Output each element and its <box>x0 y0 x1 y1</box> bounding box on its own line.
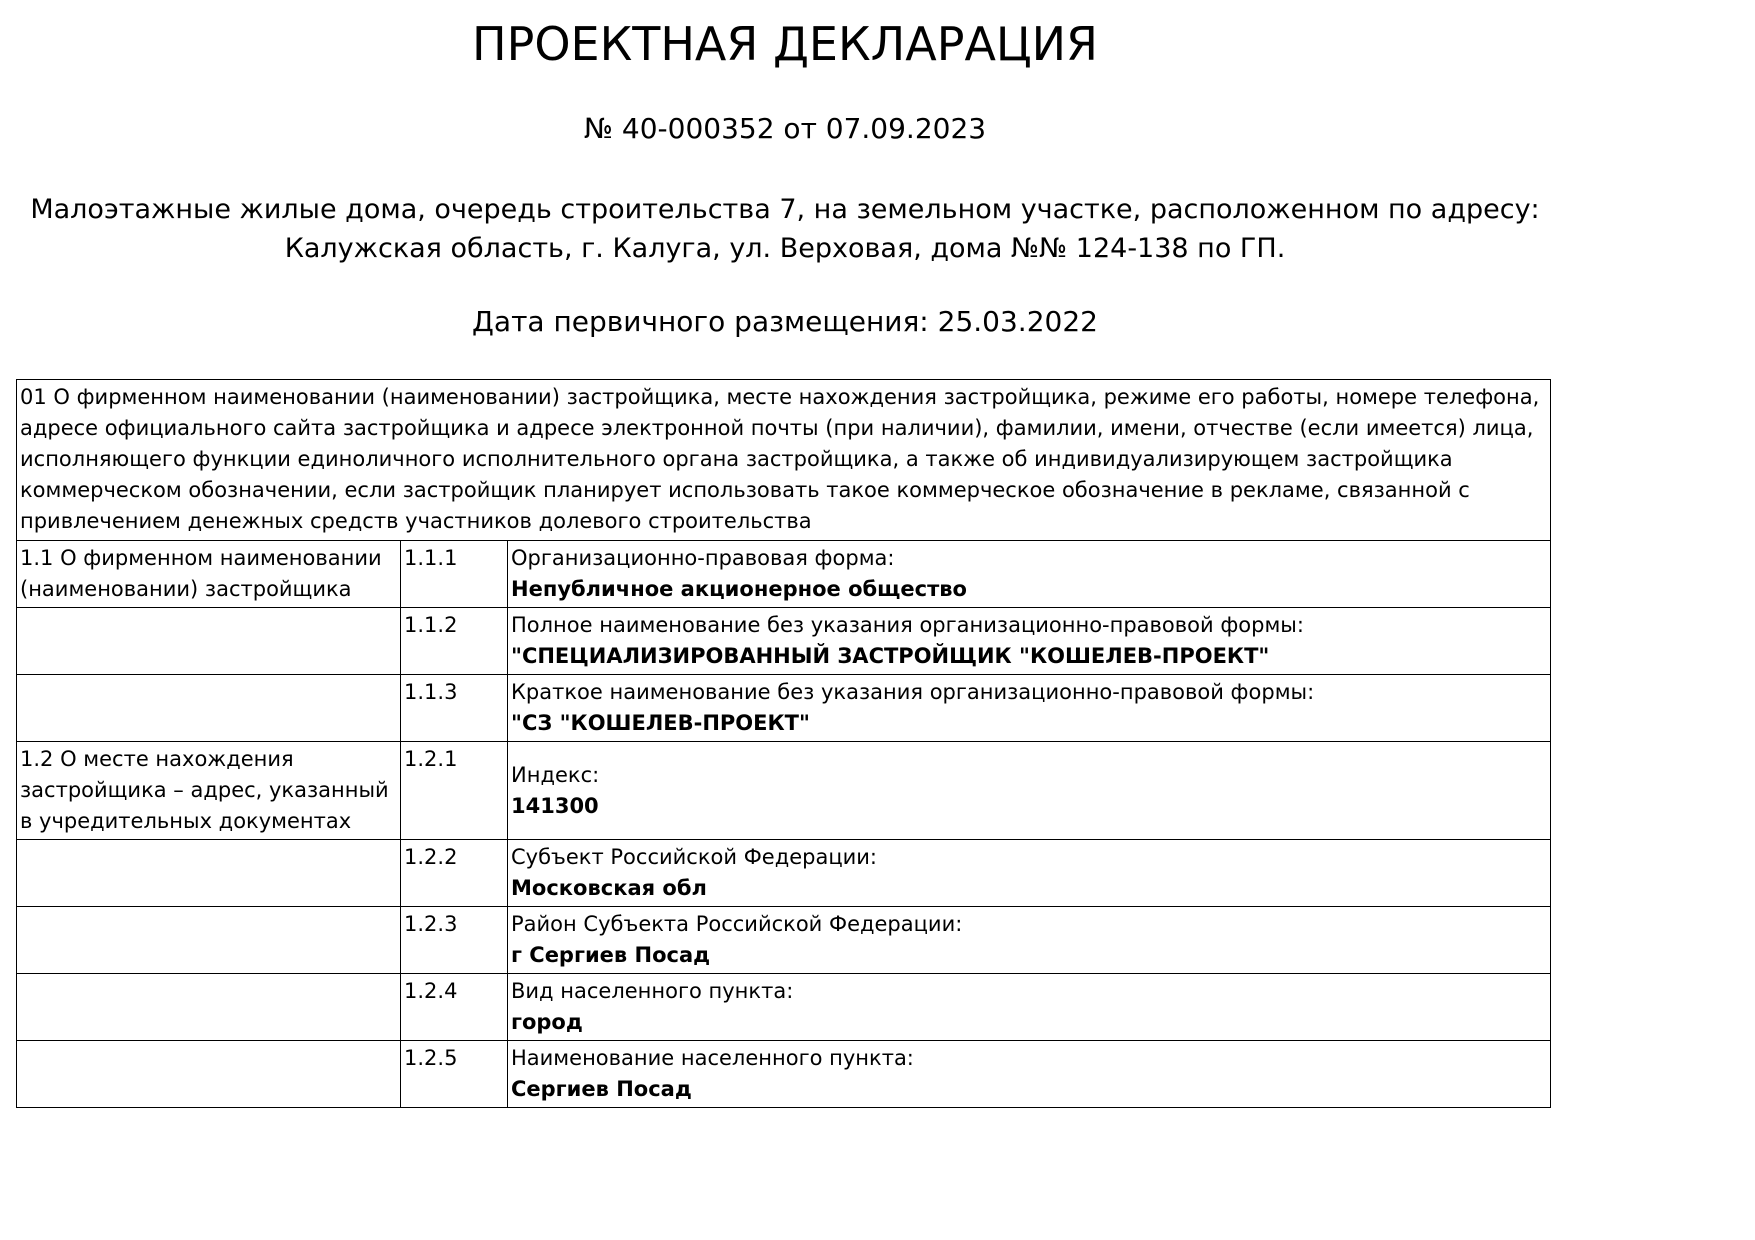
table-row <box>17 675 1551 742</box>
item-cell <box>508 1041 1551 1108</box>
project-object-description <box>20 190 1550 268</box>
item-value: Непубличное акционерное общество <box>511 577 967 601</box>
item-cell <box>508 742 1551 840</box>
group-cell: 1.1 О фирменном наименовании (наименовании) застройщика <box>17 541 401 608</box>
group-cell <box>17 974 401 1041</box>
group-cell <box>17 608 401 675</box>
item-cell <box>508 608 1551 675</box>
item-cell <box>508 675 1551 742</box>
group-cell <box>17 840 401 907</box>
table-row <box>17 608 1551 675</box>
item-code: 1.1.2 <box>401 608 508 675</box>
table-row <box>17 840 1551 907</box>
item-label: Краткое наименование без указания организационно-правовой формы: <box>511 680 1315 704</box>
item-label: Вид населенного пункта: <box>511 979 794 1003</box>
item-code: 1.2.3 <box>401 907 508 974</box>
group-cell <box>17 675 401 742</box>
item-cell <box>508 541 1551 608</box>
item-cell <box>508 907 1551 974</box>
item-value: "СПЕЦИАЛИЗИРОВАННЫЙ ЗАСТРОЙЩИК "КОШЕЛЕВ-ПРОЕКТ" <box>511 644 1270 668</box>
group-cell: 1.2 О месте нахождения застройщика – адрес, указанный в учредительных документах <box>17 742 401 840</box>
item-label: Индекс: <box>511 762 600 787</box>
item-code: 1.1.3 <box>401 675 508 742</box>
object-line-1: Малоэтажные жилые дома, очередь строительства 7, на земельном участке, расположенном по адресу: <box>30 194 1540 225</box>
table-row <box>17 1041 1551 1108</box>
table-row <box>17 742 1551 840</box>
item-value: Московская обл <box>511 876 707 900</box>
item-code: 1.1.1 <box>401 541 508 608</box>
group-cell <box>17 1041 401 1108</box>
item-label: Район Субъекта Российской Федерации: <box>511 912 963 936</box>
item-label: Организационно-правовая форма: <box>511 546 895 570</box>
declaration-table <box>16 379 1551 1108</box>
section-01-row <box>17 380 1551 541</box>
item-value: 141300 <box>511 793 599 818</box>
group-cell <box>17 907 401 974</box>
item-code: 1.2.5 <box>401 1041 508 1108</box>
item-cell <box>508 974 1551 1041</box>
item-value: "СЗ "КОШЕЛЕВ-ПРОЕКТ" <box>511 711 810 735</box>
item-label: Субъект Российской Федерации: <box>511 845 877 869</box>
item-value: г Сергиев Посад <box>511 943 711 967</box>
item-value: Сергиев Посад <box>511 1077 692 1101</box>
table-row <box>17 541 1551 608</box>
item-value: город <box>511 1010 583 1034</box>
document-title: ПРОЕКТНАЯ ДЕКЛАРАЦИЯ <box>471 17 1098 71</box>
item-label: Наименование населенного пункта: <box>511 1046 914 1070</box>
item-cell <box>508 840 1551 907</box>
item-code: 1.2.1 <box>401 742 508 840</box>
first-publication-date: Дата первичного размещения: 25.03.2022 <box>472 305 1098 338</box>
object-line-2: Калужская область, г. Калуга, ул. Верховая, дома №№ 124-138 по ГП. <box>284 233 1286 264</box>
declaration-number: № 40-000352 от 07.09.2023 <box>583 112 987 145</box>
item-label: Полное наименование без указания организационно-правовой формы: <box>511 613 1304 637</box>
table-row <box>17 974 1551 1041</box>
item-code: 1.2.4 <box>401 974 508 1041</box>
table-row <box>17 907 1551 974</box>
section-01-heading: 01 О фирменном наименовании (наименовании) застройщика, месте нахождения застройщика, режиме его работы, номере телефона, адресе официального сайта застройщика и адресе электронной почты (при наличии), фамилии, имени, отчестве (если имеется) лица, исполняющего функции единоличного исполнительного органа застройщика, а также об индивидуализирующем застройщика коммерческом обозначении, если застройщик планирует использовать такое коммерческое обозначение в рекламе, связанной с привлечением денежных средств участников долевого строительства <box>17 380 1551 541</box>
item-code: 1.2.2 <box>401 840 508 907</box>
